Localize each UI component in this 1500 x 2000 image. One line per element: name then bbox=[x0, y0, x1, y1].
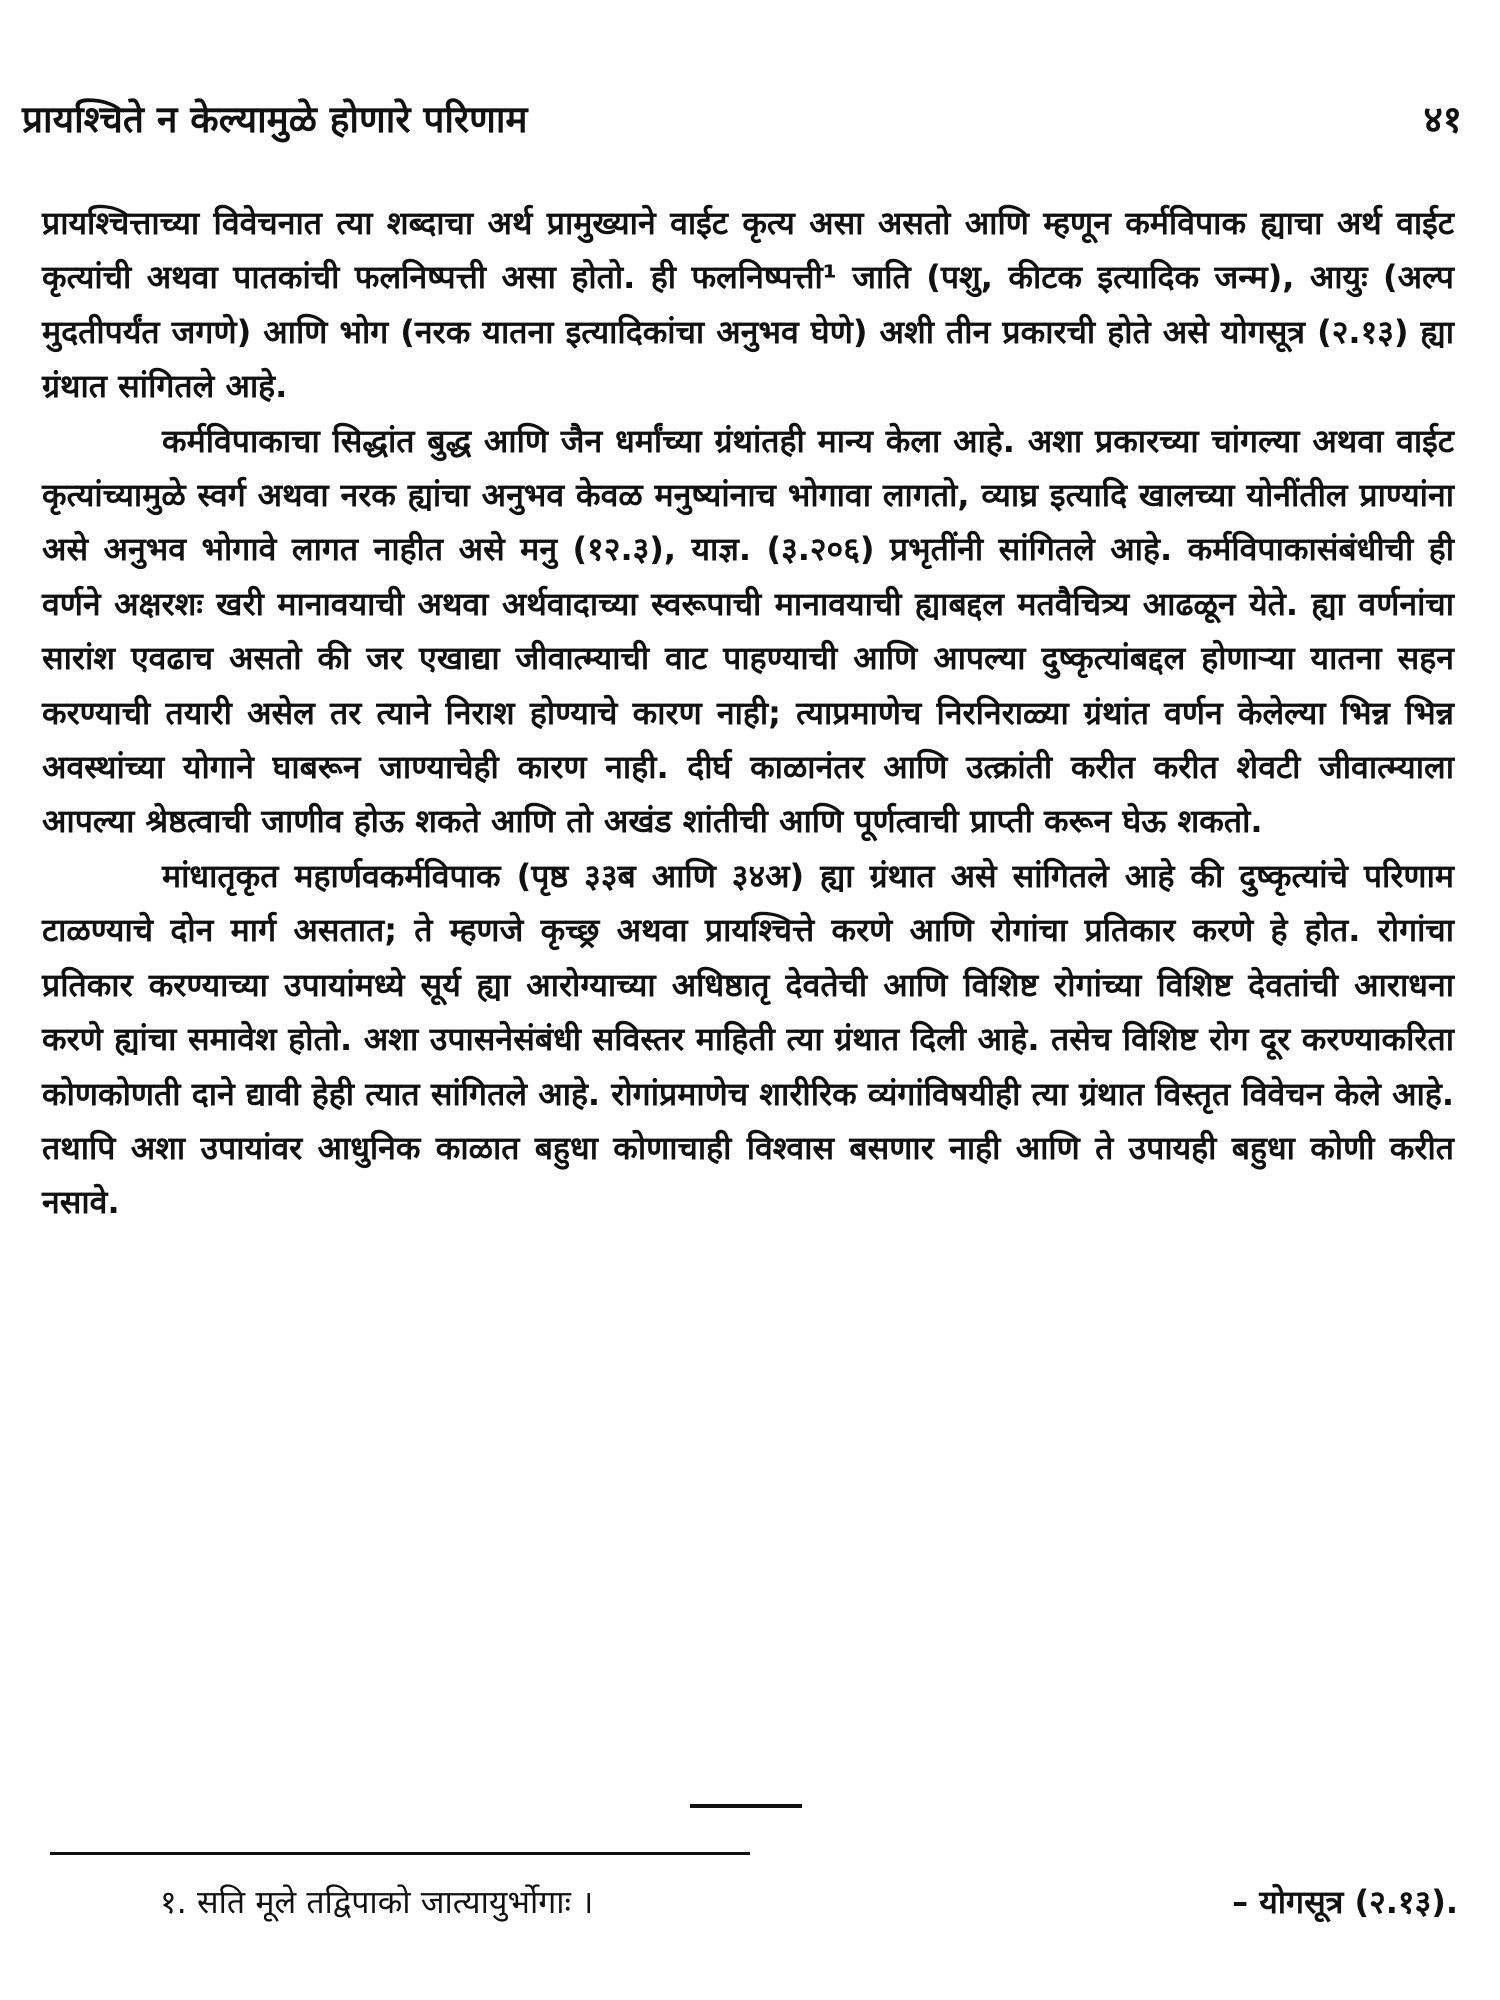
footnote-divider bbox=[50, 1852, 750, 1855]
footnote-source: – योगसूत्र (२.१३). bbox=[1232, 1883, 1458, 1921]
section-divider bbox=[690, 1804, 802, 1808]
running-header bbox=[22, 92, 1462, 152]
footnote bbox=[160, 1880, 1458, 1930]
paragraph: कर्मविपाकाचा सिद्धांत बुद्ध आणि जैन धर्मांच्या ग्रंथांतही मान्य केला आहे. अशा प्रकारच्या चांगल्या अथवा वाईट कृत्यांच्यामुळे स्वर्ग अथवा नरक ह्यांचा अनुभव केवळ मनुष्यांनाच भोगावा लागतो, व्याघ्र इत्यादि खालच्या योनींतील प्राण्यांना असे अनुभव भोगावे लागत नाहीत असे मनु (१२.३), याज्ञ. (३.२०६) प्रभृतींनी सांगितले आहे. कर्मविपाकासंबंधीची ही वर्णने अक्षरशः खरी मानावयाची अथवा अर्थवादाच्या स्वरूपाची मानावयाची ह्याबद्दल मतवैचित्र्य आढळून येते. ह्या वर्णनांचा सारांश एवढाच असतो की जर एखाद्या जीवात्म्याची वाट पाहण्याची आणि आपल्या दुष्कृत्यांबद्दल होणाऱ्या यातना सहन करण्याची तयारी असेल तर त्याने निराश होण्याचे कारण नाही; त्याप्रमाणेच निरनिराळ्या ग्रंथांत वर्णन केलेल्या भिन्न भिन्न अवस्थांच्या योगाने घाबरून जाण्याचेही कारण नाही. दीर्घ काळानंतर आणि उत्क्रांती करीत करीत शेवटी जीवात्म्याला आपल्या श्रेष्ठत्वाची जाणीव होऊ शकते आणि तो अखंड शांतीची आणि पूर्णत्वाची प्राप्ती करून घेऊ शकतो. bbox=[42, 421, 1454, 841]
paragraph: प्रायश्चित्ताच्या विवेचनात त्या शब्दाचा अर्थ प्रामुख्याने वाईट कृत्य असा असतो आणि म्हणून कर्मविपाक ह्याचा अर्थ वाईट कृत्यांची अथवा पातकांची फलनिष्पत्ती असा होतो. ही फलनिष्पत्ती¹ जाति (पशु, कीटक इत्यादिक जन्म), आयुः (अल्प मुदतीपर्यंत जगणे) आणि भोग (नरक यातना इत्यादिकांचा अनुभव घेणे) अशी तीन प्रकारची होते असे योगसूत्र (२.१३) ह्या ग्रंथात सांगितले आहे. bbox=[42, 204, 1454, 406]
page-number: ४१ bbox=[1423, 98, 1462, 141]
footnote-text: १. सति मूले तद्विपाको जात्यायुर्भोगाः । bbox=[160, 1883, 594, 1921]
paragraph: मांधातृकृत महार्णवकर्मविपाक (पृष्ठ ३३ब आणि ३४अ) ह्या ग्रंथात असे सांगितले आहे की दुष्कृत्यांचे परिणाम टाळण्याचे दोन मार्ग असतात; ते म्हणजे कृच्छ्र अथवा प्रायश्चित्ते करणे आणि रोगांचा प्रतिकार करणे हे होत. रोगांचा प्रतिकार करण्याच्या उपायांमध्ये सूर्य ह्या आरोग्याच्या अधिष्ठातृ देवतेची आणि विशिष्ट रोगांच्या विशिष्ट देवतांची आराधना करणे ह्यांचा समावेश होतो. अशा उपासनेसंबंधी सविस्तर माहिती त्या ग्रंथात दिली आहे. तसेच विशिष्ट रोग दूर करण्याकरिता कोणकोणती दाने द्यावी हेही त्यात सांगितले आहे. रोगांप्रमाणेच शारीरिक व्यंगांविषयीही त्या ग्रंथात विस्तृत विवेचन केले आहे. तथापि अशा उपायांवर आधुनिक काळात बहुधा कोणाचाही विश्वास बसणार नाही आणि ते उपायही बहुधा कोणी करीत नसावे. bbox=[42, 856, 1454, 1222]
chapter-title: प्रायश्चिते न केल्यामुळे होणारे परिणाम bbox=[22, 98, 528, 141]
body-text bbox=[42, 196, 1454, 1230]
